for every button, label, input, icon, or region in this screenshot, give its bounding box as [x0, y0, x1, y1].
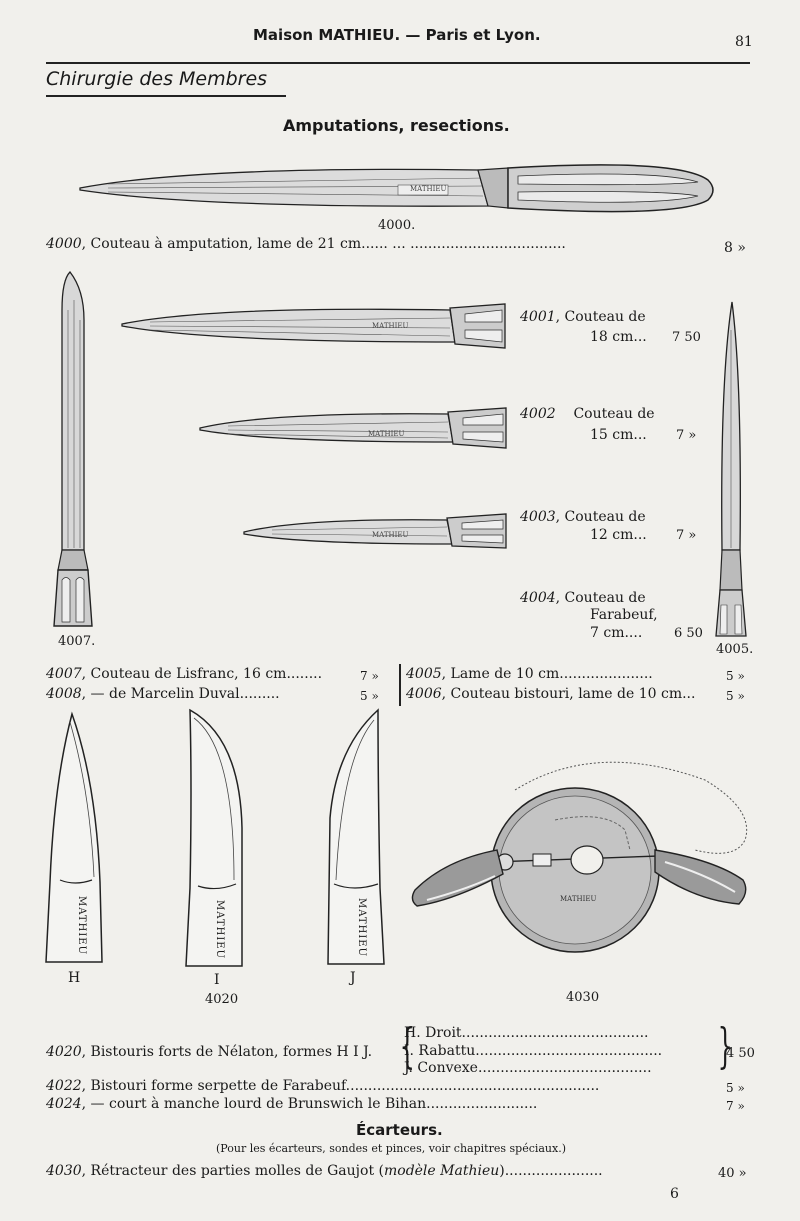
item-4022-ref: 4022: [46, 1078, 82, 1094]
item-4006-text: , Couteau bistouri, lame de 10 cm...: [441, 686, 696, 702]
figure-label-4005: 4005.: [716, 642, 754, 657]
ecarteurs-note: (Pour les écarteurs, sondes et pinces, voir chapitres spéciaux.): [216, 1142, 567, 1155]
figure-label-4000: 4000.: [378, 218, 416, 233]
bistouri-h-mark: MATHIEU: [75, 896, 87, 955]
item-4020-option-h: H. Droit..........................................: [404, 1025, 649, 1041]
item-4007-text: , Couteau de Lisfranc, 16 cm........: [81, 666, 323, 682]
item-4001-ref: 4001: [520, 309, 556, 325]
item-4003: [520, 509, 646, 525]
figure-label-4007: 4007.: [58, 634, 96, 649]
ecarteurs-title: Écarteurs.: [356, 1121, 443, 1139]
header-rule: [46, 62, 750, 64]
section-subtitle: Amputations, resections.: [283, 116, 510, 135]
item-4006: [406, 686, 695, 702]
item-4005-text: , Lame de 10 cm.....................: [441, 666, 653, 682]
item-4008-price: 5 »: [360, 689, 379, 703]
item-4001: [520, 309, 646, 325]
item-4022: [46, 1078, 599, 1094]
item-4005: [406, 666, 653, 682]
item-4003-ref: 4003: [520, 509, 556, 525]
page-number: 81: [735, 34, 753, 50]
item-4024-ref: 4024: [46, 1096, 82, 1112]
item-4008-text: , — de Marcelin Duval.........: [81, 686, 280, 702]
section-title: Chirurgie des Membres: [46, 68, 268, 90]
section-title-underline: [46, 95, 286, 97]
item-4004-line2: Farabeuf,: [590, 607, 658, 623]
right-brace: }: [717, 1018, 733, 1074]
item-4022-text: , Bistouri forme serpette de Farabeuf.........................................................: [81, 1078, 600, 1094]
item-4007-price: 7 »: [360, 669, 379, 683]
item-4007-ref: 4007: [46, 666, 82, 682]
item-4003-line1: , Couteau de: [555, 509, 646, 525]
item-4008-ref: 4008: [46, 686, 82, 702]
item-4020-option-j: J. Convexe.......................................: [404, 1060, 652, 1076]
item-4002-line1: Couteau de: [573, 406, 655, 422]
running-header: Maison MATHIEU. — Paris et Lyon.: [253, 26, 541, 44]
item-4003-price: 7 »: [676, 528, 697, 543]
knife-4002-mark: MATHIEU: [368, 430, 405, 438]
item-4004-line1: , Couteau de: [555, 590, 646, 606]
item-4003-line2: 12 cm...: [590, 527, 647, 543]
item-4024-text: , — court à manche lourd de Brunswich le Bihan.........................: [81, 1096, 538, 1112]
item-4024-price: 7 »: [726, 1099, 745, 1113]
item-4005-price: 5 »: [726, 669, 745, 683]
retractor-4030-mark: MATHIEU: [560, 895, 597, 903]
figure-label-4020: 4020: [205, 992, 239, 1007]
knife-4007-illustration: [52, 270, 102, 630]
knife-4000-illustration: [78, 160, 718, 220]
item-4030-text: , Rétracteur des parties molles de Gaujot (: [81, 1163, 384, 1179]
item-4030-text-end: )......................: [499, 1163, 603, 1179]
knife-4001-mark: MATHIEU: [372, 322, 409, 330]
item-4004-price: 6 50: [674, 626, 703, 641]
item-4007: [46, 666, 322, 682]
item-4001-price: 7 50: [672, 330, 701, 345]
item-4006-ref: 4006: [406, 686, 442, 702]
figure-label-j: J: [350, 970, 356, 986]
item-4000-text: , Couteau à amputation, lame de 21 cm: [81, 236, 362, 252]
figure-label-4030: 4030: [566, 990, 600, 1005]
item-4030-ref: 4030: [46, 1163, 82, 1179]
knife-4002-illustration: [198, 404, 510, 452]
item-4020-price: 4 50: [726, 1046, 755, 1061]
figure-label-h: H: [68, 970, 81, 986]
knife-4003-mark: MATHIEU: [372, 531, 409, 539]
item-4001-line1: , Couteau de: [555, 309, 646, 325]
item-4030-price: 40 »: [718, 1166, 747, 1181]
item-4030: [46, 1163, 603, 1179]
bistouri-i-mark: MATHIEU: [213, 900, 225, 959]
item-4020-ref: 4020: [46, 1044, 82, 1060]
item-4020-option-i: I. Rabattu..........................................: [404, 1043, 663, 1059]
column-divider: [399, 664, 401, 706]
knife-4001-illustration: [120, 302, 510, 352]
retractor-4030-illustration: [405, 750, 755, 990]
item-4004: [520, 590, 646, 606]
blade-4005-illustration: [708, 300, 754, 640]
item-4002-price: 7 »: [676, 428, 697, 443]
bistouri-j-mark: MATHIEU: [355, 898, 367, 957]
item-4004-ref: 4004: [520, 590, 556, 606]
figure-label-i: I: [214, 972, 220, 988]
item-4000-leader: ...... ... ...................................: [361, 236, 566, 252]
item-4030-model: modèle Mathieu: [383, 1163, 500, 1179]
item-4000-ref: 4000: [46, 236, 82, 252]
item-4008: [46, 686, 280, 702]
item-4002-line2: 15 cm...: [590, 427, 647, 443]
item-4022-price: 5 »: [726, 1081, 745, 1095]
item-4020: [46, 1044, 372, 1060]
item-4020-text: , Bistouris forts de Nélaton, formes H I J.: [81, 1044, 373, 1060]
item-4002: [520, 406, 655, 422]
item-4000-price: 8 »: [724, 240, 746, 256]
item-4002-ref: 4002: [520, 406, 556, 422]
item-4004-line3: 7 cm....: [590, 625, 643, 641]
item-4024: [46, 1096, 537, 1112]
item-4005-ref: 4005: [406, 666, 442, 682]
item-4006-price: 5 »: [726, 689, 745, 703]
knife-4000-mark: MATHIEU: [410, 185, 447, 193]
signature-mark: 6: [670, 1186, 679, 1202]
item-4001-line2: 18 cm...: [590, 329, 647, 345]
left-brace: {: [399, 1018, 415, 1074]
item-4000: [46, 236, 566, 252]
